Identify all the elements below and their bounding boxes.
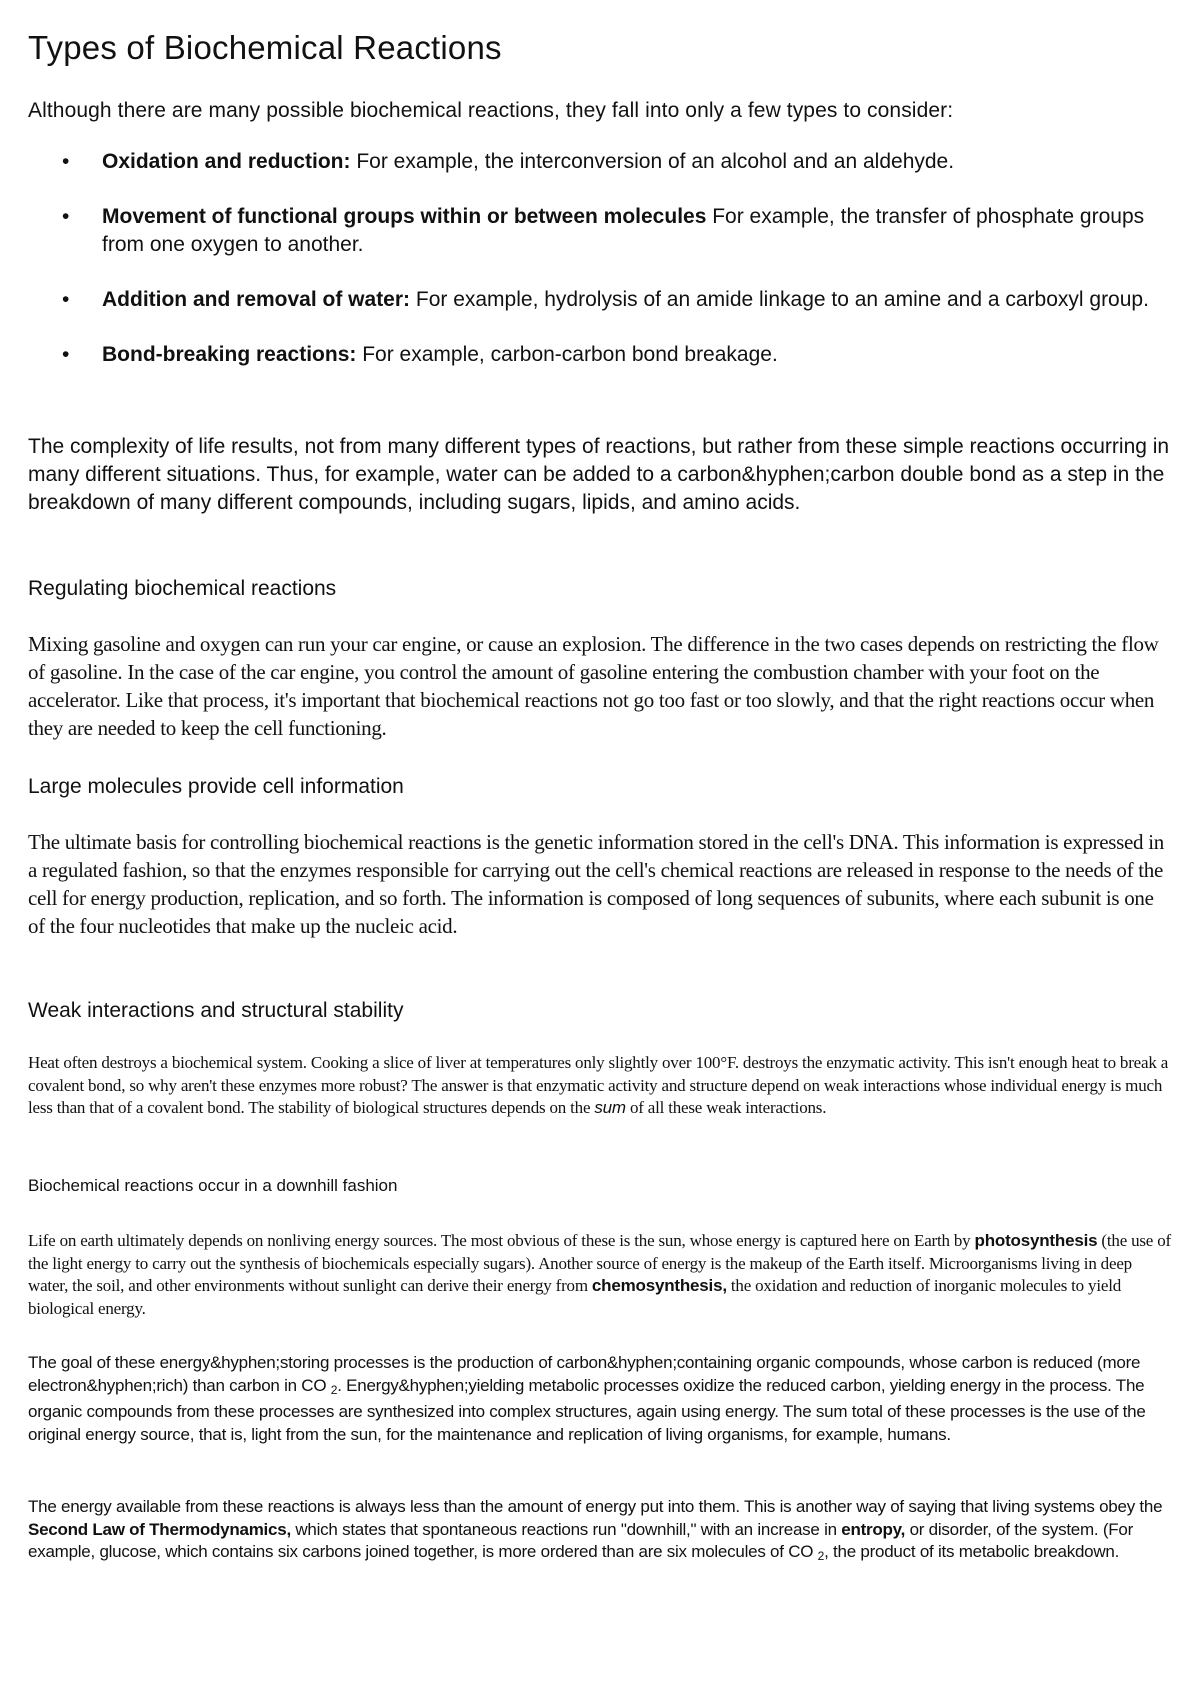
weak-interactions-heading: Weak interactions and structural stability bbox=[28, 999, 404, 1022]
emphasis-sum: sum bbox=[594, 1098, 626, 1117]
list-item bbox=[28, 286, 1158, 314]
term-chemosynthesis: chemosynthesis, bbox=[591, 1276, 727, 1295]
weak-interactions-paragraph: Heat often destroys a biochemical system. Cooking a slice of liver at temperatures only slightly over 100°F. destroys the enzymatic activity. This isn't enough heat to break a covalent bond, so why aren't these enzymes more robust? The answer is that enzymatic activity and structure depend on weak interactions whose individual energy is much less than that of a covalent bond. The stability of biological structures depends on the sum of all these weak interactions. bbox=[28, 1053, 1169, 1117]
large-molecules-paragraph: The ultimate basis for controlling biochemical reactions is the genetic information stored in the cell's DNA. This information is expressed in a regulated fashion, so that the enzymes responsible for carrying out the cell's chemical reactions are released in response to the needs of the cell for energy production, replication, and so forth. The information is composed of long sequences of subunits, where each subunit is one of the four nucleotides that make up the nucleic acid. bbox=[28, 830, 1164, 938]
term-photosynthesis: photosynthesis bbox=[974, 1231, 1098, 1250]
intro-paragraph: Although there are many possible biochemical reactions, they fall into only a few types to consider: bbox=[28, 99, 954, 122]
list-item-term: Movement of functional groups within or between molecules bbox=[102, 205, 707, 228]
list-item-text: For example, hydrolysis of an amide linkage to an amine and a carboxyl group. bbox=[410, 288, 1149, 311]
list-item bbox=[28, 148, 1158, 176]
page-title: Types of Biochemical Reactions bbox=[28, 29, 502, 66]
term-second-law: Second Law of Thermodynamics, bbox=[28, 1519, 291, 1539]
list-item bbox=[28, 341, 1158, 369]
term-entropy: entropy, bbox=[841, 1519, 906, 1539]
downhill-paragraph-2: The goal of these energy&hyphen;storing processes is the production of carbon&hyphen;containing organic compounds, whose carbon is reduced (more electron&hyphen;rich) than carbon in CO $_2$. Energy&hyphen;yielding metabolic processes oxidize the reduced carbon, yielding energy in the process. The organic compounds from these processes are synthesized into complex structures, again using energy. The sum total of these processes is the use of the original energy source, that is, light from the sun, for the maintenance and replication of living organisms, for example, humans. bbox=[28, 1353, 1146, 1444]
list-item-term: Oxidation and reduction: bbox=[102, 150, 351, 173]
list-item bbox=[28, 203, 1158, 259]
complexity-paragraph: The complexity of life results, not from many different types of reactions, but rather from these simple reactions occurring in many different situations. Thus, for example, water can be added to a carbon&hyphen;carbon double bond as a step in the breakdown of many different compounds, including sugars, lipids, and amino acids. bbox=[28, 435, 1170, 514]
list-item-term: Bond-breaking reactions: bbox=[102, 343, 357, 366]
large-molecules-heading: Large molecules provide cell information bbox=[28, 775, 404, 798]
regulating-paragraph: Mixing gasoline and oxygen can run your car engine, or cause an explosion. The difference in the two cases depends on restricting the flow of gasoline. In the case of the car engine, you control the amount of gasoline entering the combustion chamber with your foot on the accelerator. Like that process, it's important that biochemical reactions not go too fast or too slowly, and that the right reactions occur when they are needed to keep the cell functioning. bbox=[28, 632, 1159, 740]
list-item-term: Addition and removal of water: bbox=[102, 288, 411, 311]
downhill-paragraph-1: Life on earth ultimately depends on nonliving energy sources. The most obvious of these is the sun, whose energy is captured here on Earth by photosynthesis (the use of the light energy to carry out the synthesis of biochemicals especially sugars). Another source of energy is the makeup of the Earth itself. Microorganisms living in deep water, the soil, and other environments without sunlight can derive their energy from chemosynthesis, the oxidation and reduction of inorganic molecules to yield biological energy. bbox=[28, 1231, 1171, 1318]
regulating-heading: Regulating biochemical reactions bbox=[28, 577, 337, 600]
reaction-types-list bbox=[28, 148, 1158, 396]
list-item-text: For example, the transfer of phosphate groups from one oxygen to another. bbox=[102, 205, 1145, 256]
downhill-paragraph-3: The energy available from these reactions is always less than the amount of energy put into them. This is another way of saying that living systems obey the Second Law of Thermodynamics, which states that spontaneous reactions run "downhill," with an increase in entropy, or disorder, of the system. (For example, glucose, which contains six carbons joined together, is more ordered than are six molecules of CO $_2$, the product of its metabolic breakdown. bbox=[28, 1497, 1163, 1563]
list-item-text: For example, the interconversion of an alcohol and an aldehyde. bbox=[350, 150, 955, 173]
list-item-text: For example, carbon-carbon bond breakage. bbox=[356, 343, 778, 366]
downhill-heading: Biochemical reactions occur in a downhill fashion bbox=[28, 1176, 398, 1195]
